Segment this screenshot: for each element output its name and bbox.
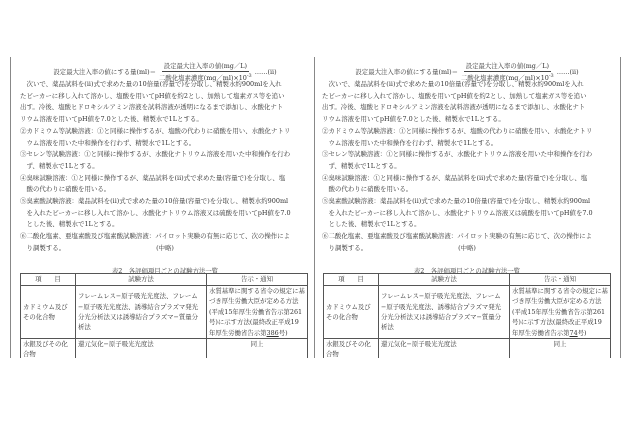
text-line: ②カドミウム等試験溶液：①と同様に操作するが、塩酸の代わりに硝酸を用い、水酸化ナトリ: [322, 126, 593, 135]
cell-item: カドミウム及びその化合物: [21, 286, 76, 339]
text-line: リウム溶液を用いてpH値を7.0とした後、精製水で1Lとする。: [322, 115, 505, 124]
table-caption: 表2 各評価項目ごとの試験方法一覧: [111, 267, 219, 275]
notice-text: 水質基準に関する省令の規定に基づき厚生労働大臣が定める方法(平成15年厚生労働省告示第261号)に示す方法(最終改正平成19年厚生労働省告示第: [209, 287, 305, 337]
cell-method: 還元気化−原子吸光光度法: [379, 339, 510, 358]
text-line: を入れたビーカーに移し入れて溶かし、水酸化ナトリウム溶液又は硫酸を用いてpH値を7.0: [328, 208, 593, 217]
formula-lhs: 設定最大注入率の値にする量(ml)＝: [53, 68, 156, 77]
notice-text: 水質基準に関する省令の規定に基づき厚生労働大臣が定める方法(平成15年厚生労働省告示第261号)に示す方法(最終改正平成19年厚生労働省告示第: [512, 287, 608, 337]
notice-number: 386: [266, 328, 279, 337]
cell-method: フレームレス−原子吸光光度法、フレーム−原子吸光光度法、誘導結合プラズマ発光分光分析法又は誘導結合プラズマ−質量分析法: [379, 286, 510, 339]
test-methods-table: [20, 273, 308, 358]
notice-number: 74: [569, 328, 578, 337]
formula-denominator-text: 二酸化塩素濃度(mg／ml)×10: [158, 74, 247, 83]
formula-suffix: ……(ii): [556, 67, 579, 76]
formula-exponent: -3: [246, 73, 252, 79]
text-line: 次いで、薬品試料を(ii)式で求めた量の10倍量(容量で)を分取し、精製水約900mlを入れ: [26, 80, 282, 88]
table-clip: [20, 57, 310, 358]
table-header-row: [324, 274, 611, 286]
cell-method: フレームレス−原子吸光光度法、フレーム−原子吸光光度法、誘導結合プラズマ発光分光分析法又は誘導結合プラズマ−質量分析法: [76, 286, 207, 339]
formula-suffix: ……(ii): [254, 67, 277, 76]
omitted-marker: (中略): [156, 244, 174, 252]
table-row: [324, 286, 611, 339]
header-item: 項 目: [21, 274, 76, 286]
header-notice: 告示・通知: [207, 274, 308, 286]
table-header-row: [21, 274, 308, 286]
page-before: [20, 57, 310, 357]
text-line: とした後、精製水で1Lとする。: [328, 220, 421, 229]
table-clip: [322, 57, 612, 358]
text-line: ⑥二酸化塩素、亜塩素酸及び塩素酸試験溶液：パイロット実験の有無に応じて、次の操作によ: [322, 232, 593, 241]
cell-notice: [207, 286, 308, 339]
page-left-border: [10, 57, 11, 358]
table-row: [21, 339, 308, 358]
text-line: ④臭味試験溶液：①と同様に操作するが、薬品試料を(ii)式で求めた量(容量で)を分取し、塩: [322, 173, 588, 182]
notice-suffix: 号): [278, 328, 288, 337]
cell-notice: 同上: [207, 339, 308, 358]
text-line: り調製する。: [328, 243, 368, 252]
text-line: とした後、精製水で1Lとする。: [26, 220, 119, 229]
text-line: 酸の代わりに硝酸を用いる。: [328, 185, 413, 194]
header-method: 試験方法: [379, 274, 510, 286]
text-line: を入れたビーカーに移し入れて溶かし、水酸化ナトリウム溶液又は硫酸を用いてpH値を7.0: [26, 208, 291, 217]
header-method: 試験方法: [76, 274, 207, 286]
table-caption: 表2 各評価項目ごとの試験方法一覧: [413, 267, 521, 275]
text-line: ⑤臭素酸試験溶液：薬品試料を(ii)式で求めた量の10倍量(容量で)を分取し、精製水約900ml: [20, 197, 289, 206]
header-item: 項 目: [324, 274, 379, 286]
text-line: ず、精製水で1Lとする。: [328, 161, 401, 170]
table-row: [324, 339, 611, 358]
cell-item: 水銀及びその化合物: [324, 339, 379, 358]
cell-notice: [510, 286, 611, 339]
cell-item: 水銀及びその化合物: [21, 339, 76, 358]
text-line: ず、精製水で1Lとする。: [26, 161, 99, 170]
test-methods-table: [323, 273, 611, 358]
page-after: [322, 57, 612, 357]
text-line: ②カドミウム等試験溶液：①と同様に操作するが、塩酸の代わりに硝酸を用い、水酸化ナトリ: [20, 126, 291, 135]
text-line: り調製する。: [26, 243, 66, 252]
page-divider: [314, 57, 315, 358]
text-line: 出す。冷後、塩酸ヒドロキシルアミン溶液を試料溶液が透明になるまで添加し、水酸化ナト: [20, 103, 284, 112]
formula-numerator: 設定最大注入率の値(mg／L): [465, 62, 549, 70]
text-line: ③セレン等試験溶液：①と同様に操作するが、水酸化ナトリウム溶液を用いた中和操作を行わ: [20, 150, 291, 159]
text-line: たビーカーに移し入れて溶かし、塩酸を用いてpH値を約2とし、加熱して塩素ガス等を追い: [20, 91, 285, 100]
formula-lhs: 設定最大注入率の値にする量(ml)＝: [355, 68, 458, 77]
text-line: ⑤臭素酸試験溶液：薬品試料を(ii)式で求めた量の10倍量(容量で)を分取し、精製水約900ml: [322, 197, 591, 206]
header-notice: 告示・通知: [510, 274, 611, 286]
cell-item: カドミウム及びその化合物: [324, 286, 379, 339]
text-line: 次いで、薬品試料を(ii)式で求めた量の10倍量(容量で)を分取し、精製水約900mlを入れ: [328, 80, 584, 88]
text-line: たビーカーに移し入れて溶かし、塩酸を用いてpH値を約2とし、加熱して塩素ガス等を追い: [322, 91, 587, 100]
text-line: 出す。冷後、塩酸ヒドロキシルアミン溶液を試料溶液が透明になるまで添加し、水酸化ナト: [322, 103, 586, 112]
text-line: ウム溶液を用いた中和操作を行わず、精製水で1Lとする。: [328, 138, 498, 147]
text-line: ④臭味試験溶液：①と同様に操作するが、薬品試料を(ii)式で求めた量(容量で)を分取し、塩: [20, 173, 286, 182]
page-right-border: [620, 57, 621, 358]
cell-method: 還元気化−原子吸光光度法: [76, 339, 207, 358]
text-line: ③セレン等試験溶液：①と同様に操作するが、水酸化ナトリウム溶液を用いた中和操作を行わ: [322, 150, 593, 159]
table-row: [21, 286, 308, 339]
formula-exponent: -3: [548, 73, 554, 79]
text-line: リウム溶液を用いてpH値を7.0とした後、精製水で1Lとする。: [20, 115, 203, 124]
text-line: 酸の代わりに硝酸を用いる。: [26, 185, 111, 194]
text-line: ウム溶液を用いた中和操作を行わず、精製水で1Lとする。: [26, 138, 196, 147]
omitted-marker: (中略): [458, 244, 476, 252]
cell-notice: 同上: [510, 339, 611, 358]
notice-suffix: 号): [577, 328, 587, 337]
text-line: ⑥二酸化塩素、亜塩素酸及び塩素酸試験溶液：パイロット実験の有無に応じて、次の操作によ: [20, 232, 291, 241]
formula-numerator: 設定最大注入率の値(mg／L): [163, 62, 247, 70]
formula-denominator-text: 二酸化塩素濃度(mg／ml)×10: [460, 74, 549, 83]
